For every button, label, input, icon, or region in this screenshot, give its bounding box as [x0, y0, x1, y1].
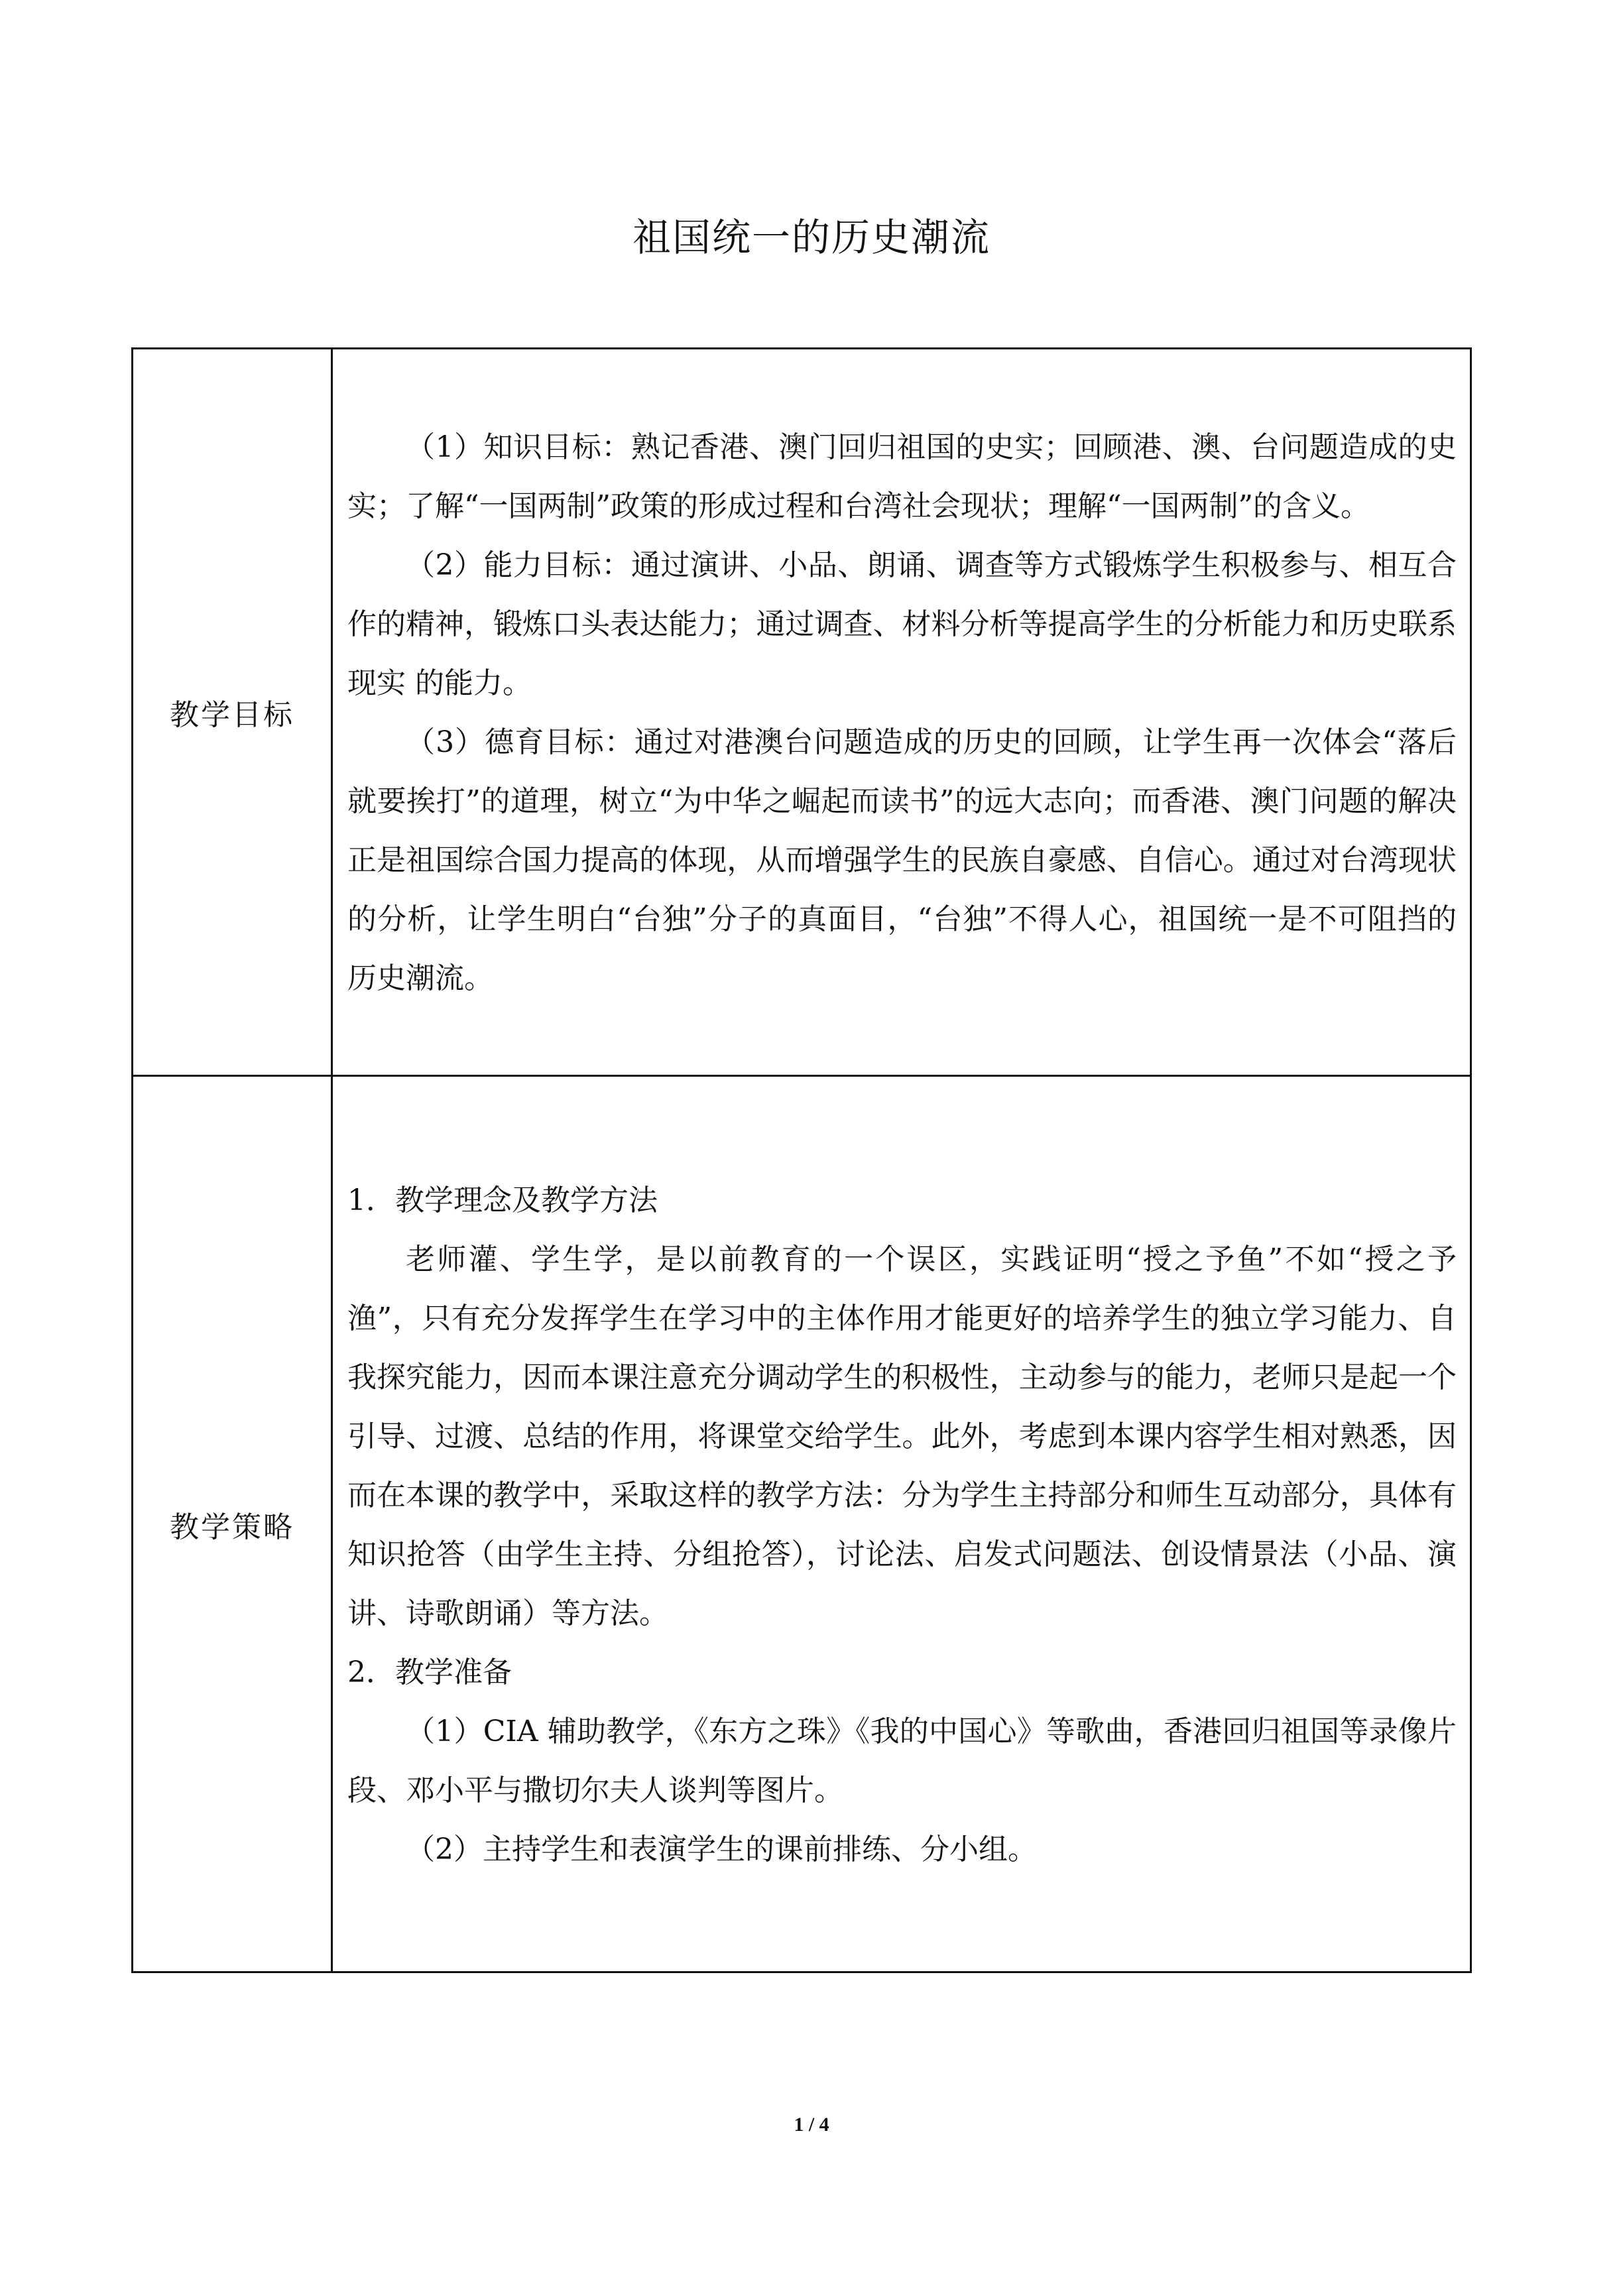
moral-goal-paragraph: （3）德育目标：通过对港澳台问题造成的历史的回顾，让学生再一次体会“落后就要挨打”的道理，树立“为中华之崛起而读书”的远大志向；而香港、澳门问题的解决正是祖国综合国力提高的体现，从而增强学生的民族自豪感、自信心。通过对台湾现状的分析，让学生明白“台独”分子的真面目，“台独”不得人心，祖国统一是不可阻挡的历史潮流。 [347, 725, 1457, 995]
teaching-goals-row [133, 349, 1471, 1076]
preparation-media-paragraph: （1）CIA 辅助教学，《东方之珠》《我的中国心》等歌曲，香港回归祖国等录像片段、邓小平与撒切尔夫人谈判等图片。 [347, 1714, 1457, 1807]
preparation-rehearsal-paragraph: （2）主持学生和表演学生的课前排练、分小组。 [406, 1832, 1037, 1866]
teaching-preparation-heading: 2．教学准备 [347, 1655, 512, 1689]
knowledge-goal-paragraph: （1）知识目标：熟记香港、澳门回归祖国的史实；回顾港、澳、台问题造成的史实；了解“一国两制”政策的形成过程和台湾社会现状；理解“一国两制”的含义。 [347, 430, 1457, 523]
teaching-goals-label: 教学目标 [133, 349, 332, 1076]
ability-goal-paragraph: （2）能力目标：通过演讲、小品、朗诵、调查等方式锻炼学生积极参与、相互合作的精神，锻炼口头表达能力；通过调查、材料分析等提高学生的分析能力和历史联系现实 的能力。 [347, 548, 1457, 700]
teaching-strategy-label: 教学策略 [133, 1076, 332, 1972]
teaching-philosophy-paragraph: 老师灌、学生学，是以前教育的一个误区，实践证明“授之予鱼”不如“授之予渔”，只有充分发挥学生在学习中的主体作用才能更好的培养学生的独立学习能力、自我探究能力，因而本课注意充分调动学生的积极性，主动参与的能力，老师只是起一个引导、过渡、总结的作用，将课堂交给学生。此外，考虑到本课内容学生相对熟悉，因而在本课的教学中，采取这样的教学方法：分为学生主持部分和师生互动部分，具体有知识抢答（由学生主持、分组抢答），讨论法、启发式问题法、创设情景法（小品、演讲、诗歌朗诵）等方法。 [347, 1242, 1457, 1630]
teaching-strategy-row [133, 1076, 1471, 1972]
page-number: 1 / 4 [794, 2114, 829, 2136]
document-title: 祖国统一的历史潮流 [632, 215, 991, 260]
teaching-goals-content [332, 349, 1471, 1076]
lesson-plan-table [131, 347, 1472, 1973]
teaching-strategy-content [332, 1076, 1471, 1972]
teaching-philosophy-heading: 1．教学理念及教学方法 [347, 1183, 658, 1217]
